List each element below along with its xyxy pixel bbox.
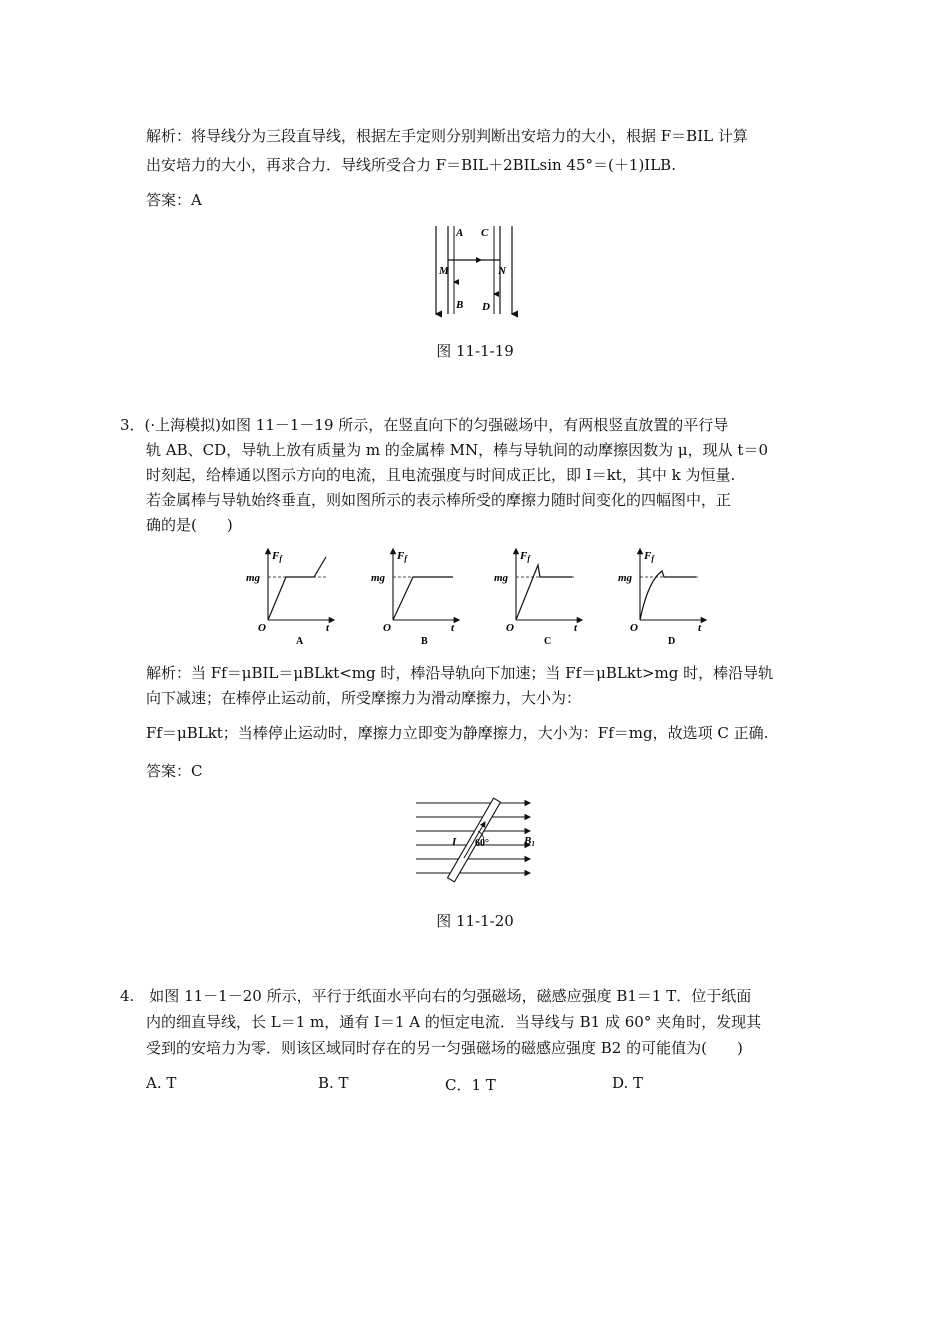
label-origin: O bbox=[630, 622, 638, 634]
label-D: D bbox=[482, 301, 490, 313]
label-t: t bbox=[326, 622, 330, 634]
label-B1: B1 bbox=[524, 835, 535, 848]
figure-11-1-19 bbox=[425, 222, 525, 318]
q3-line4: 若金属棒与导轨始终垂直，则如图所示的表示棒所受的摩擦力随时间变化的四幅图中，正 bbox=[146, 491, 732, 509]
q3-analysis-line3: Ff＝μBLkt；当棒停止运动时，摩擦力立即变为静摩擦力，大小为：Ff＝mg，故选项 C 正确. bbox=[146, 724, 769, 742]
label-origin: O bbox=[506, 622, 514, 634]
graph-D bbox=[618, 550, 704, 647]
label-angle: 60° bbox=[475, 838, 489, 849]
figure-11-1-20-caption: 图 11-1-20 bbox=[436, 912, 514, 930]
graph-C bbox=[494, 550, 580, 647]
label-B: B bbox=[456, 299, 464, 311]
label-C: C bbox=[481, 227, 489, 239]
q3-line5: 确的是( ) bbox=[146, 516, 233, 534]
q3-answer: 答案：C bbox=[146, 762, 203, 780]
option-label: D bbox=[668, 636, 676, 647]
q2-analysis-line2: 出安培力的大小，再求合力．导线所受合力 F＝BIL＋2BILsin 45°＝(＋1)ILB. bbox=[146, 156, 676, 174]
option-label: C bbox=[544, 636, 552, 647]
q4-option-a: A. T bbox=[146, 1074, 177, 1092]
q4-line3: 受到的安培力为零．则该区域同时存在的另一匀强磁场的磁感应强度 B2 的可能值为( ) bbox=[146, 1039, 743, 1057]
label-mg: mg bbox=[246, 572, 261, 584]
label-origin: O bbox=[383, 622, 391, 634]
friction-graphs bbox=[240, 545, 710, 650]
label-origin: O bbox=[258, 622, 266, 634]
friction-curve bbox=[268, 557, 326, 620]
q3-analysis-line2: 向下减速；在棒停止运动前，所受摩擦力为滑动摩擦力，大小为： bbox=[146, 689, 582, 707]
label-mg: mg bbox=[371, 572, 386, 584]
ylabel-Ff: Ff bbox=[644, 550, 655, 563]
label-mg: mg bbox=[618, 572, 633, 584]
q4-option-d: D. T bbox=[612, 1074, 644, 1092]
q3-line3: 时刻起，给棒通以图示方向的电流，且电流强度与时间成正比，即 I＝kt，其中 k 为恒量. bbox=[146, 466, 736, 484]
q4-option-c: C．1 T bbox=[445, 1076, 496, 1094]
q4-line1: 4. 如图 11－1－20 所示，平行于纸面水平向右的匀强磁场，磁感应强度 B1＝1 T．位于纸面 bbox=[120, 987, 752, 1005]
label-t: t bbox=[451, 622, 455, 634]
label-M: M bbox=[439, 265, 449, 277]
label-t: t bbox=[698, 622, 702, 634]
label-A: A bbox=[456, 227, 464, 239]
ylabel-Ff: Ff bbox=[272, 550, 283, 563]
label-current-I: I bbox=[452, 836, 457, 848]
friction-curve bbox=[640, 571, 696, 620]
label-t: t bbox=[574, 622, 578, 634]
label-mg: mg bbox=[494, 572, 509, 584]
q2-analysis-line1: 解析：将导线分为三段直导线，根据左手定则分别判断出安培力的大小，根据 F＝BIL 计算 bbox=[146, 127, 748, 145]
ylabel-Ff: Ff bbox=[397, 550, 408, 563]
graph-B bbox=[371, 550, 457, 647]
q3-analysis-line1: 解析：当 Ff＝μBIL＝μBLkt<mg 时，棒沿导轨向下加速；当 Ff＝μBLkt>mg 时，棒沿导轨 bbox=[146, 664, 774, 682]
q3-line2: 轨 AB、CD，导轨上放有质量为 m 的金属棒 MN，棒与导轨间的动摩擦因数为 μ，现从 t＝0 bbox=[146, 441, 768, 459]
graph-A bbox=[246, 550, 332, 647]
option-label: B bbox=[421, 636, 428, 647]
option-label: A bbox=[296, 636, 304, 647]
figure-11-1-20 bbox=[412, 795, 542, 890]
figure-11-1-19-caption: 图 11-1-19 bbox=[436, 342, 514, 360]
friction-curve bbox=[393, 577, 453, 620]
ylabel-Ff: Ff bbox=[520, 550, 531, 563]
friction-curve bbox=[516, 565, 572, 620]
q4-line2: 内的细直导线，长 L＝1 m，通有 I＝1 A 的恒定电流．当导线与 B1 成 60° 夹角时，发现其 bbox=[146, 1013, 762, 1031]
label-N: N bbox=[498, 265, 506, 277]
q2-answer: 答案：A bbox=[146, 191, 202, 209]
q3-line1: 3．(·上海模拟)如图 11－1－19 所示，在竖直向下的匀强磁场中，有两根竖直放置的平行导 bbox=[120, 416, 729, 434]
q4-option-b: B. T bbox=[318, 1074, 349, 1092]
